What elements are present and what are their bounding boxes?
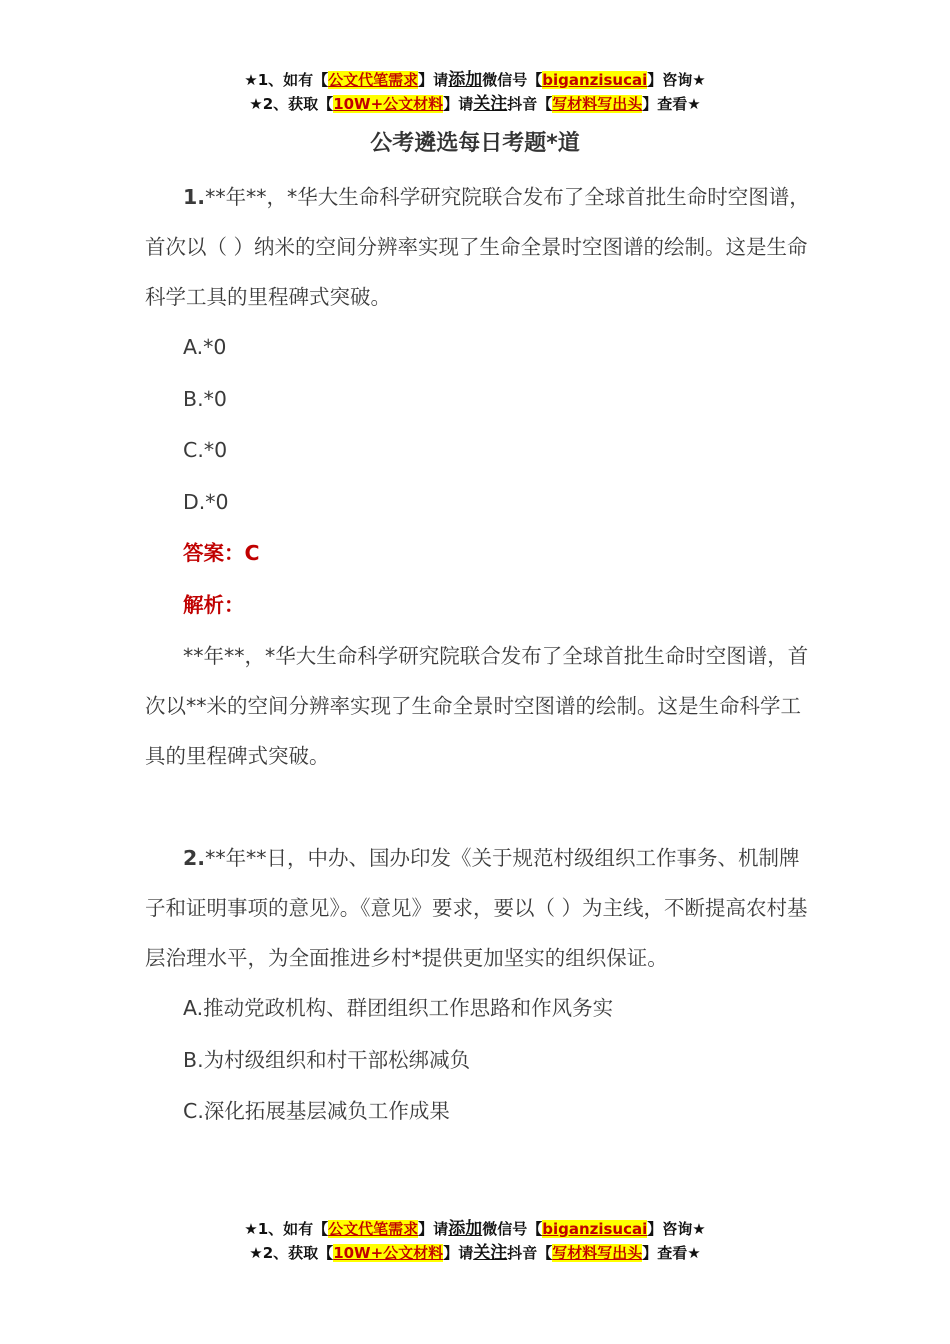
banner-text: 】请 [443,1244,474,1262]
question-text: **年**日，中办、国办印发《关于规范村级组织工作事务、机制牌子和证明事项的意见》。《意见》要求，要以（ ）为主线，不断提高农村基层治理水平，为全面推进乡村*提供更加坚实的组织保证。 [145,846,808,970]
banner-highlight: 公文代笔需求 [328,71,419,89]
banner-line-1 [0,68,950,92]
banner-emphasis: 添加 [448,1219,483,1239]
banner-text: 】请 [418,71,449,89]
option-b: B.为村级组织和村干部松绑减负 [183,1047,471,1072]
banner-text: 】请 [418,1220,449,1238]
option-c: C.深化拓展基层减负工作成果 [183,1099,450,1123]
question-2-stem [145,833,810,983]
option-b: B.*0 [183,386,227,411]
banner-text: 】查看★ [642,1244,701,1262]
banner-wechat-id: biganzisucai [542,1220,648,1238]
answer-label: 答案：C [183,541,260,565]
banner-text: 抖音【 [507,1244,553,1262]
banner-douyin-id: 写材料写出头 [552,95,643,113]
banner-text: 】咨询★ [647,71,706,89]
banner-text: ★1、如有【 [244,71,329,89]
banner-text: 微信号【 [482,71,543,89]
option-d: D.*0 [183,489,229,514]
footer-banner [0,1217,950,1265]
banner-highlight: 10W+公文材料 [333,95,444,113]
question-number: 2. [183,846,206,870]
question-2 [145,833,810,1138]
header-banner [0,68,950,116]
banner-douyin-id: 写材料写出头 [552,1244,643,1262]
banner-text: 】请 [443,95,474,113]
question-number: 1. [183,185,206,209]
banner-emphasis: 关注 [473,94,508,114]
banner-text: ★2、获取【 [249,95,334,113]
question-1-stem [145,172,810,322]
banner-highlight: 10W+公文材料 [333,1244,444,1262]
document-title: 公考遴选每日考题*道 [370,131,580,156]
question-1 [145,172,810,781]
option-a: A.推动党政机构、群团组织工作思路和作风务实 [183,996,614,1020]
option-c: C.*0 [183,438,228,462]
banner-text: ★2、获取【 [249,1244,334,1262]
banner-text: 微信号【 [482,1220,543,1238]
banner-text: 抖音【 [507,95,553,113]
banner-highlight: 公文代笔需求 [328,1220,419,1238]
question-text: **年**，*华大生命科学研究院联合发布了全球首批生命时空图谱，首次以（ ）纳米的空间分辨率实现了生命全景时空图谱的绘制。这是生命科学工具的里程碑式突破。 [145,185,810,309]
banner-text: 】查看★ [642,95,701,113]
banner-wechat-id: biganzisucai [542,71,648,89]
analysis-label: 解析： [183,592,245,617]
banner-emphasis: 关注 [473,1243,508,1263]
banner-line-2 [0,1241,950,1265]
option-a: A.*0 [183,335,227,359]
analysis-text: **年**，*华大生命科学研究院联合发布了全球首批生命时空图谱，首次以**米的空间分辨率实现了生命全景时空图谱的绘制。这是生命科学工具的里程碑式突破。 [145,644,809,768]
banner-line-1 [0,1217,950,1241]
banner-text: 】咨询★ [647,1220,706,1238]
banner-line-2 [0,92,950,116]
banner-emphasis: 添加 [448,70,483,90]
banner-text: ★1、如有【 [244,1220,329,1238]
